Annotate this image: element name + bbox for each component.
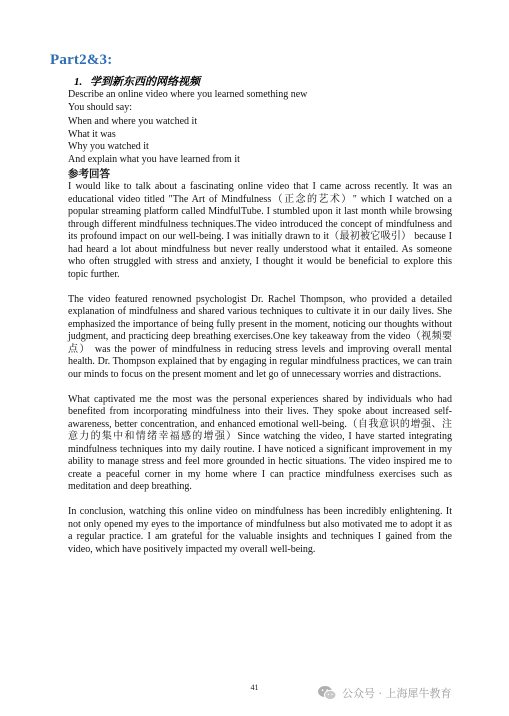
cue-card-point: Why you watched it bbox=[68, 141, 149, 153]
sample-answer bbox=[68, 181, 452, 569]
answer-paragraph: I would like to talk about a fascinating online video that I came across recently. It was an educational video titled "The Art of Mindfulness（正念的艺术）" which I watched on a popular streaming platform called MindfulTube. I stumbled upon it last month while browsing through different mindfulness techniques.The video introduced the concept of mindfulness and its profound impact on our well-being. I was initially drawn to it（最初被它吸引） because I had heard a lot about mindfulness but never really understood what it entailed. As someone who often struggled with stress and anxiety, I thought it would be beneficial to explore this topic further. bbox=[68, 181, 452, 280]
watermark bbox=[317, 684, 452, 702]
question-number: 1. bbox=[74, 76, 83, 88]
cue-card-point: What it was bbox=[68, 128, 116, 140]
wechat-icon bbox=[317, 685, 337, 701]
answer-heading: 参考回答 bbox=[68, 169, 110, 180]
question-heading bbox=[74, 73, 200, 89]
cue-card-instruction: You should say: bbox=[68, 101, 132, 113]
page-number: 41 bbox=[250, 683, 259, 692]
section-title: Part2&3: bbox=[50, 52, 113, 68]
watermark-text: 公众号 · 上海犀牛教育 bbox=[342, 687, 452, 700]
cue-card-intro: Describe an online video where you learned something new bbox=[68, 89, 308, 100]
answer-paragraph: The video featured renowned psychologist Dr. Rachel Thompson, who provided a detailed explanation of mindfulness and shared various techniques to cultivate it in our daily lives. She emphasized the importance of being fully present in the moment, noticing our thoughts without judgment, and practicing deep breathing exercises.One key takeaway from the video（视频要点） was the power of mindfulness in reducing stress levels and improving overall mental health. Dr. Thompson explained that by engaging in regular mindfulness practices, we can train our minds to focus on the present moment and let go of unnecessary worries and distractions. bbox=[68, 293, 452, 380]
answer-paragraph: In conclusion, watching this online video on mindfulness has been incredibly enlightening. It not only opened my eyes to the importance of mindfulness but also motivated me to adopt it as a regular practice. I am grateful for the valuable insights and techniques I gained from the video, which have positively impacted my overall well-being. bbox=[68, 506, 452, 555]
cue-card-point: When and where you watched it bbox=[68, 116, 198, 128]
cue-card-point: And explain what you have learned from it bbox=[68, 153, 240, 165]
question-title: 学到新东西的网络视频 bbox=[90, 76, 200, 88]
cue-card bbox=[68, 89, 468, 167]
answer-paragraph: What captivated me the most was the personal experiences shared by individuals who had benefited from incorporating mindfulness into their lives. They spoke about increased self-awareness, better concentration, and enhanced emotional well-being.（自我意识的增强、注意力的集中和情绪幸福感的增强）Since watching the video, I have started integrating mindfulness techniques into my daily routine. I have noticed a significant improvement in my ability to manage stress and feel more grounded in hectic situations. The video inspired me to create a peaceful corner in my home where I can practice mindfulness exercises such as meditation and deep breathing. bbox=[68, 393, 452, 492]
